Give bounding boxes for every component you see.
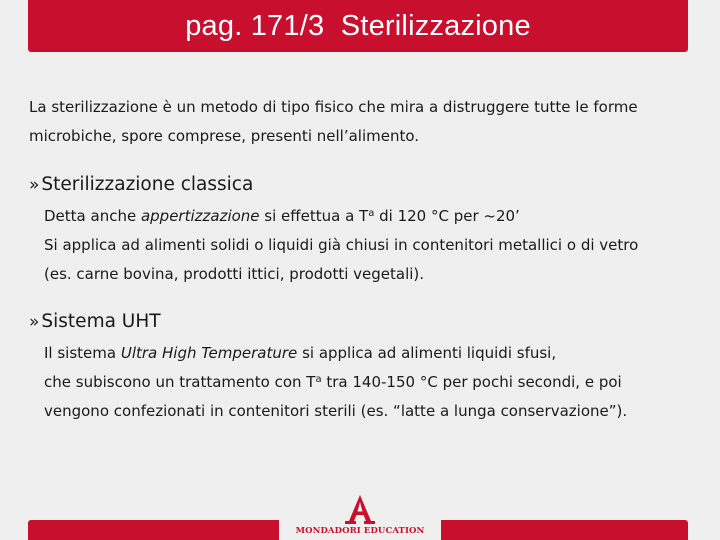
- uht-line-2: [44, 373, 622, 391]
- section-heading-uht: [29, 311, 161, 332]
- classic-line-3: (es. carne bovina, prodotti ittici, prodotti vegetali).: [44, 265, 425, 283]
- text-run: Il sistema: [44, 344, 121, 362]
- text-run: Detta anche: [44, 207, 141, 225]
- page-title: pag. 171/3 Sterilizzazione: [185, 9, 531, 42]
- text-run: si effettua a T: [259, 207, 369, 225]
- classic-line-2: Si applica ad alimenti solidi o liquidi già chiusi in contenitori metallici o di vetro: [44, 236, 639, 254]
- uht-line-3: vengono confezionati in contenitori sterili (es. “latte a lunga conservazione”).: [44, 402, 628, 420]
- section-heading-text: Sistema UHT: [41, 311, 161, 332]
- publisher-logo-text: MONDADORI EDUCATION: [295, 526, 425, 536]
- classic-line-1: [44, 207, 520, 225]
- term-ultra-high-temperature: Ultra High Temperature: [120, 344, 298, 362]
- text-run: tra 140-150 °C per pochi secondi, e poi: [321, 373, 622, 391]
- section-heading-classic: [29, 174, 253, 195]
- publisher-logo-mark-icon: [344, 495, 376, 525]
- term-appertizzazione: appertizzazione: [140, 207, 260, 225]
- publisher-logo: [279, 492, 441, 540]
- uht-line-1: [44, 344, 556, 362]
- section-heading-text: Sterilizzazione classica: [41, 174, 254, 195]
- superscript: a: [368, 208, 375, 219]
- intro-line-2: microbiche, spore comprese, presenti nell’alimento.: [29, 127, 420, 145]
- text-run: di 120 °C per ~20’: [374, 207, 520, 225]
- bullet-marker-icon: »: [29, 175, 40, 195]
- bullet-marker-icon: »: [29, 312, 40, 332]
- text-run: si applica ad alimenti liquidi sfusi,: [297, 344, 557, 362]
- intro-line-1: La sterilizzazione è un metodo di tipo fisico che mira a distruggere tutte le forme: [29, 98, 638, 116]
- text-run: che subiscono un trattamento con T: [44, 373, 316, 391]
- superscript: a: [315, 374, 322, 385]
- title-bar: [28, 0, 688, 52]
